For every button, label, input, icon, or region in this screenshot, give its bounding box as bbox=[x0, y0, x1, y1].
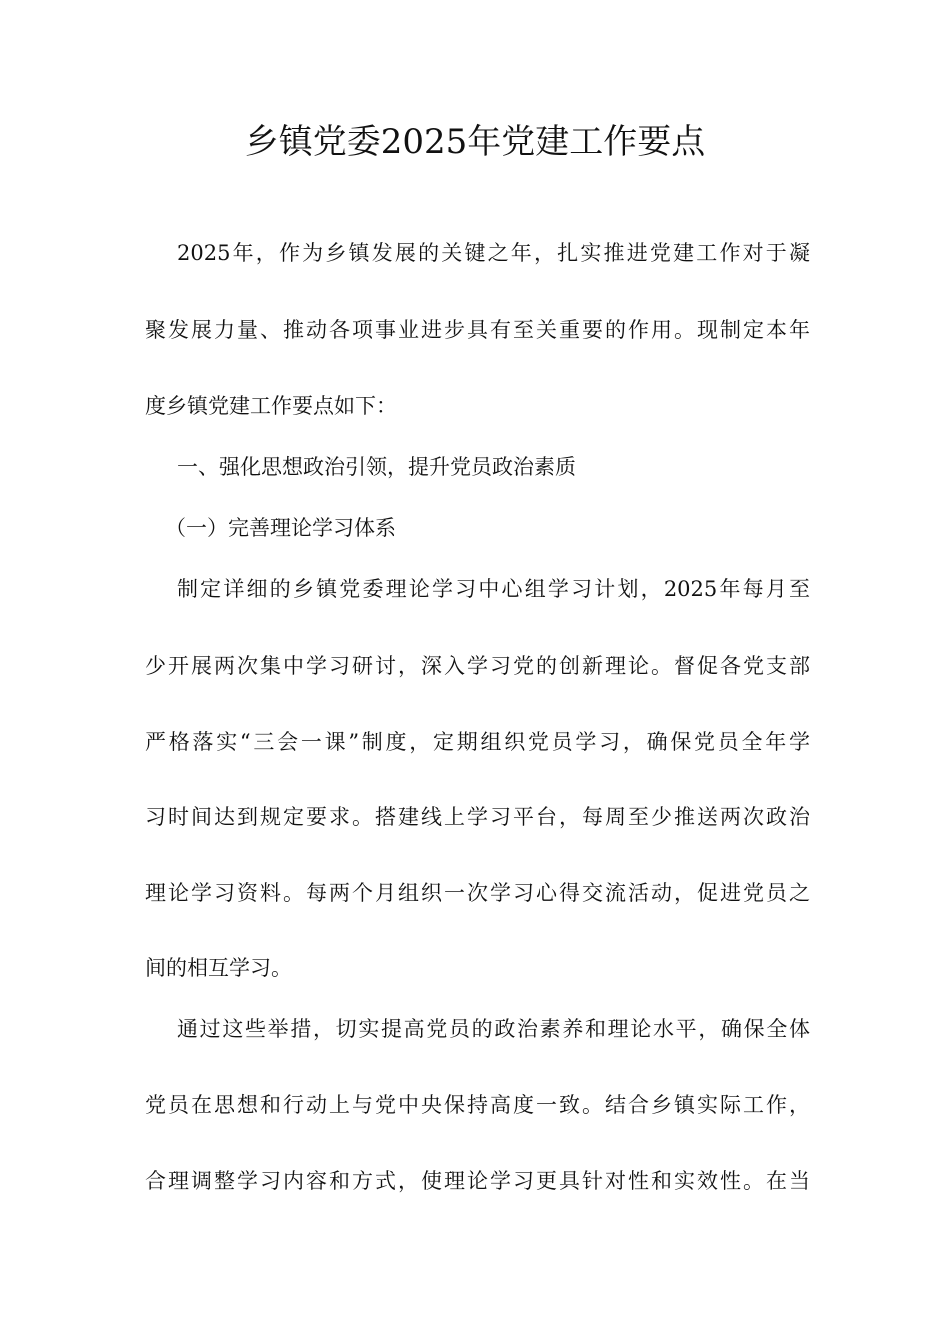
paragraph-intro-line-1: 2025年，作为乡镇发展的关键之年，扎实推进党建工作对于凝 bbox=[177, 241, 810, 265]
paragraph-measures-line-1: 通过这些举措，切实提高党员的政治素养和理论水平，确保全体 bbox=[177, 1017, 810, 1041]
paragraph-study-line-3: 严格落实“三会一课”制度，定期组织党员学习，确保党员全年学 bbox=[145, 730, 810, 754]
paragraph-measures-line-3: 合理调整学习内容和方式，使理论学习更具针对性和实效性。在当 bbox=[145, 1169, 810, 1193]
paragraph-study-line-1: 制定详细的乡镇党委理论学习中心组学习计划，2025年每月至 bbox=[177, 577, 810, 601]
subsection-heading-1: （一）完善理论学习体系 bbox=[165, 516, 396, 540]
paragraph-intro-line-3: 度乡镇党建工作要点如下： bbox=[145, 394, 397, 418]
paragraph-intro-line-2: 聚发展力量、推动各项事业进步具有至关重要的作用。现制定本年 bbox=[145, 318, 810, 342]
paragraph-study-line-6: 间的相互学习。 bbox=[145, 956, 292, 980]
document-title: 乡镇党委2025年党建工作要点 bbox=[244, 122, 706, 162]
section-heading-1: 一、强化思想政治引领，提升党员政治素质 bbox=[177, 455, 576, 479]
paragraph-study-line-4: 习时间达到规定要求。搭建线上学习平台，每周至少推送两次政治 bbox=[145, 805, 810, 829]
paragraph-study-line-5: 理论学习资料。每两个月组织一次学习心得交流活动，促进党员之 bbox=[145, 881, 810, 905]
paragraph-study-line-2: 少开展两次集中学习研讨，深入学习党的创新理论。督促各党支部 bbox=[145, 654, 810, 678]
paragraph-measures-line-2: 党员在思想和行动上与党中央保持高度一致。结合乡镇实际工作， bbox=[145, 1093, 810, 1117]
